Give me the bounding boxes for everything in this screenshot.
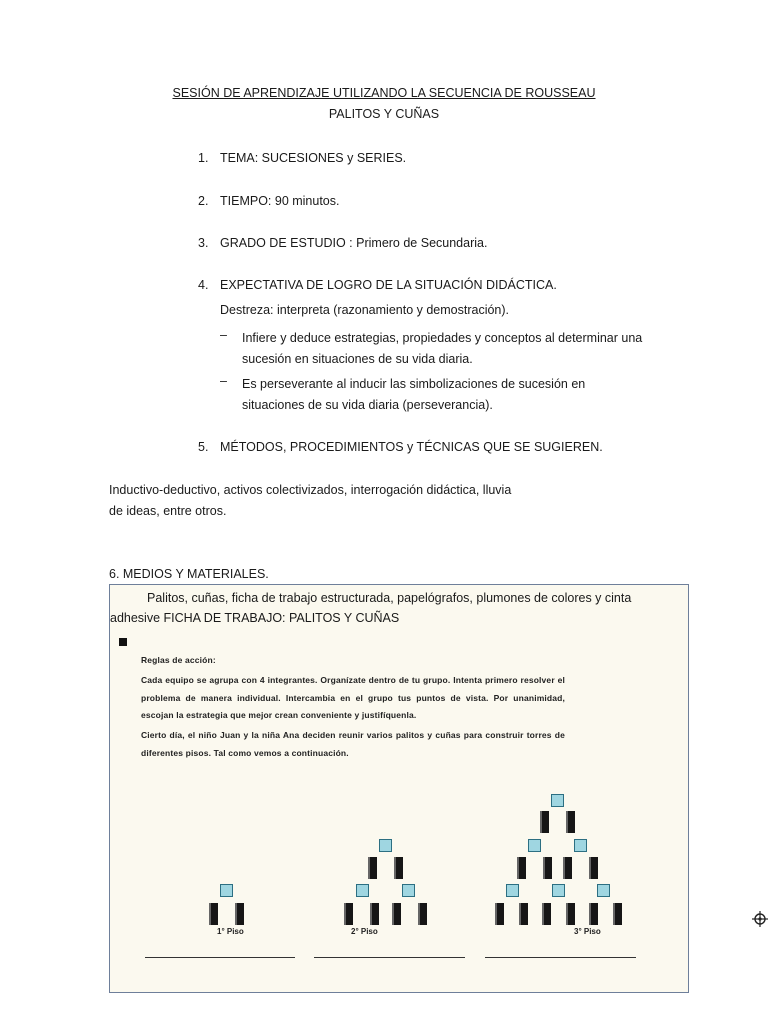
bullet-dash: – (220, 374, 227, 388)
bullet-1-line1: Infiere y deduce estrategias, propiedades y conceptos al determinar una (242, 331, 643, 345)
cuna (551, 794, 564, 807)
palito (495, 903, 504, 925)
cuna (552, 884, 565, 897)
reglas-title: Reglas de acción: (141, 655, 216, 665)
palito (589, 903, 598, 925)
palito (542, 903, 551, 925)
document-subtitle: PALITOS Y CUÑAS (328, 107, 440, 121)
cuna (506, 884, 519, 897)
bullet-2-line2: situaciones de su vida diaria (perseverancia). (242, 398, 493, 412)
palito (209, 903, 218, 925)
item-text: EXPECTATIVA DE LOGRO DE LA SITUACIÓN DIDÁCTICA. (220, 278, 557, 292)
palito (613, 903, 622, 925)
item-number: 2. (198, 194, 209, 208)
cuna (402, 884, 415, 897)
palito (517, 857, 526, 879)
floor-label-3: 3° Piso (574, 927, 601, 936)
document-title: SESIÓN DE APRENDIZAJE UTILIZANDO LA SECUENCIA DE ROUSSEAU (172, 86, 596, 100)
floor-label-1: 1° Piso (217, 927, 244, 936)
item-number: 4. (198, 278, 209, 292)
palito (566, 811, 575, 833)
medios-line1: Palitos, cuñas, ficha de trabajo estructurada, papelógrafos, plumones de colores y cinta (147, 591, 632, 605)
item-text: TEMA: SUCESIONES y SERIES. (220, 151, 407, 165)
palito (344, 903, 353, 925)
item-number: 5. (198, 440, 209, 454)
item-text: GRADO DE ESTUDIO : Primero de Secundaria. (220, 236, 488, 250)
answer-line-3[interactable] (485, 957, 636, 958)
cuna (220, 884, 233, 897)
bullet-2-line1: Es perseverante al inducir las simbolizaciones de sucesión en (242, 377, 586, 391)
palito (566, 903, 575, 925)
cuna (597, 884, 610, 897)
palito (563, 857, 572, 879)
palito (540, 811, 549, 833)
palito (543, 857, 552, 879)
metodos-line2: de ideas, entre otros. (109, 504, 227, 518)
palito (235, 903, 244, 925)
answer-line-2[interactable] (314, 957, 465, 958)
palito (394, 857, 403, 879)
metodos-line1: Inductivo-deductivo, activos colectivizados, interrogación didáctica, lluvia (109, 483, 512, 497)
bullet-dash: – (220, 328, 227, 342)
palito (589, 857, 598, 879)
answer-line-1[interactable] (145, 957, 295, 958)
medios-heading: 6. MEDIOS Y MATERIALES. (109, 567, 269, 581)
item-number: 3. (198, 236, 209, 250)
crosshair-icon[interactable] (752, 911, 768, 927)
palito (392, 903, 401, 925)
cuna (356, 884, 369, 897)
cuna (528, 839, 541, 852)
bullet-1-line2: sucesión en situaciones de su vida diaria. (242, 352, 473, 366)
medios-line2: adhesive FICHA DE TRABAJO: PALITOS Y CUÑAS (110, 611, 400, 625)
destreza-text: Destreza: interpreta (razonamiento y demostración). (220, 303, 510, 317)
story-text: Cierto día, el niño Juan y la niña Ana deciden reunir varios palitos y cuñas para construir torres de diferentes pisos. Tal como vemos a continuación. (141, 730, 565, 758)
palito (519, 903, 528, 925)
palito (370, 903, 379, 925)
item-text: MÉTODOS, PROCEDIMIENTOS y TÉCNICAS QUE SE SUGIEREN. (220, 440, 603, 454)
reglas-text: Cada equipo se agrupa con 4 integrantes. Organízate dentro de tu grupo. Intenta primero resolver el problema de manera individual. Intercambia en el grupo tus puntos de vista. Por unanimidad, escojan la estrategia que mejor crean conveniente y justifíquenla. (141, 675, 565, 720)
palito (368, 857, 377, 879)
cuna (379, 839, 392, 852)
cuna (574, 839, 587, 852)
item-number: 1. (198, 151, 209, 165)
palito (418, 903, 427, 925)
floor-label-2: 2° Piso (351, 927, 378, 936)
item-text: TIEMPO: 90 minutos. (220, 194, 340, 208)
